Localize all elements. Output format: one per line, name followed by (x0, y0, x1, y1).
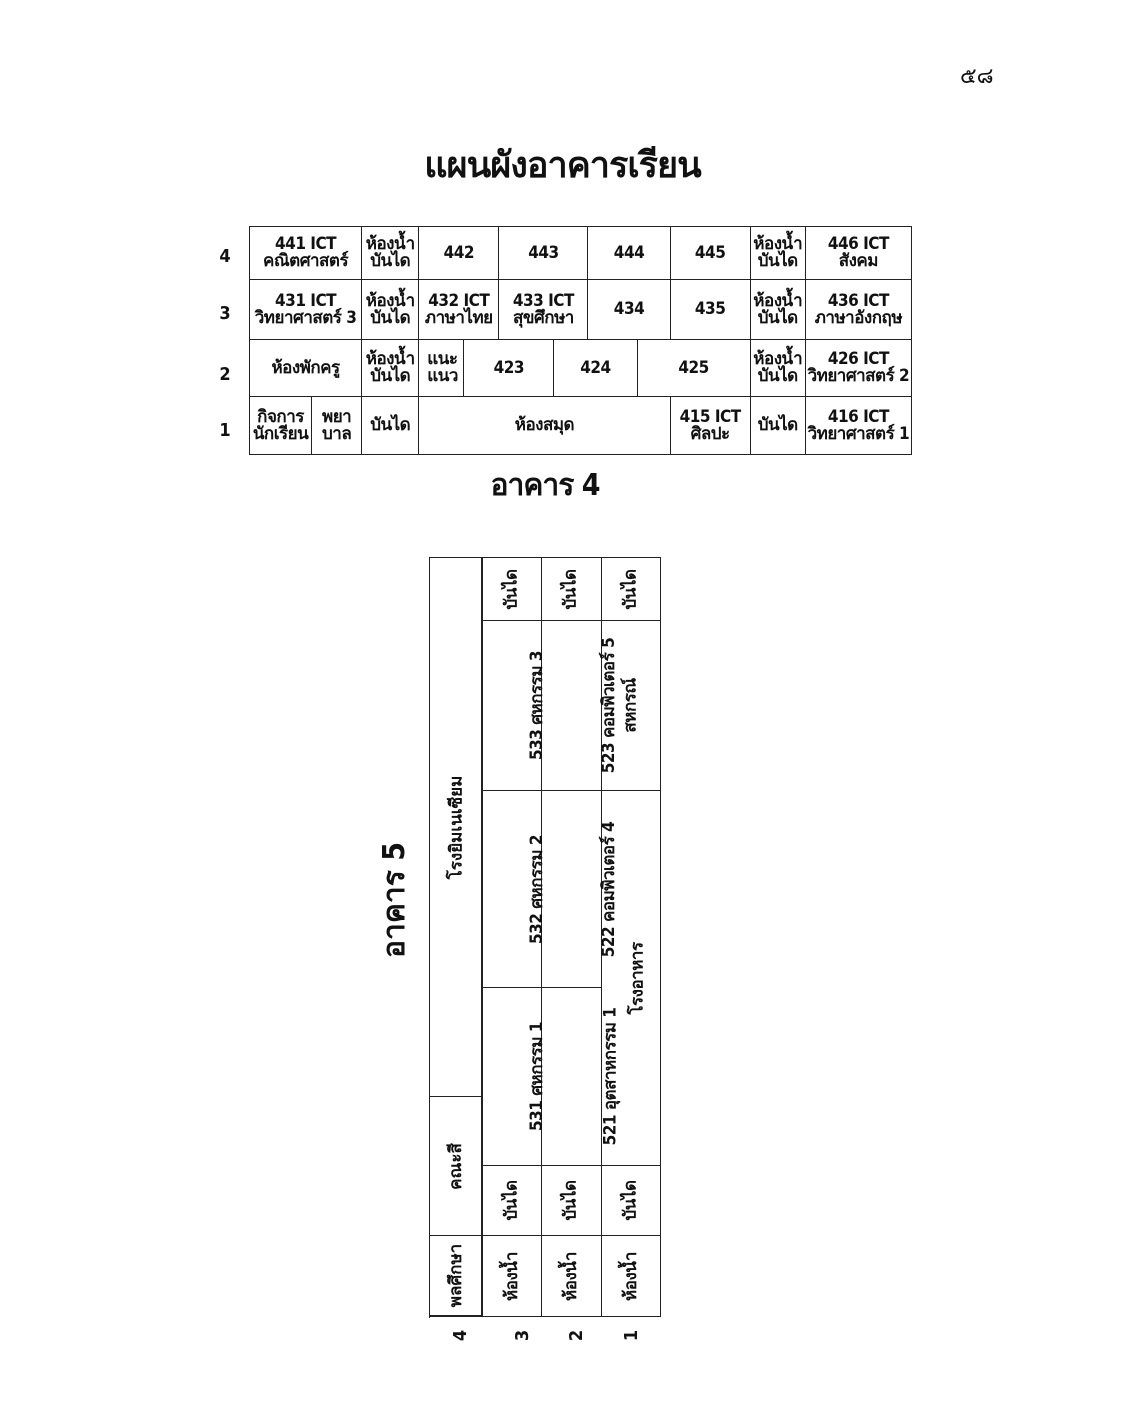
stairs-3-bottom: บันได (483, 1166, 542, 1236)
room-443: 443 (499, 227, 588, 280)
teachers-room: ห้องพักครู (250, 340, 362, 397)
building5-caption: อาคาร 5 (377, 841, 412, 959)
stairs-2-top: บันได (542, 558, 602, 621)
building4-caption: อาคาร 4 (490, 468, 600, 503)
restroom-2: ห้องน้ำ (542, 1236, 602, 1317)
restroom-stairs-3a: ห้องน้ำ บันได (362, 280, 419, 340)
room-426: 426 ICT วิทยาศาสตร์ 2 (805, 340, 911, 397)
restroom-stairs-4a: ห้องน้ำ บันได (362, 227, 419, 280)
room-446: 446 ICT สังคม (805, 227, 911, 280)
room-434: 434 (588, 280, 670, 340)
gymnasium-text: โรงยิมเนเซียม (446, 775, 466, 879)
room-416: 416 ICT วิทยาศาสตร์ 1 (805, 397, 911, 455)
room-521: 521 อุตสาหกรรม 1 (542, 988, 602, 1166)
b5-floor-label-3: 3 (512, 1329, 534, 1342)
color-team-room: คณะสี (429, 1096, 482, 1236)
b4-floor-label-2: 2 (219, 364, 231, 385)
room-415: 415 ICT ศิลปะ (670, 397, 750, 455)
room-445: 445 (670, 227, 750, 280)
building4-floor-plan (249, 226, 912, 455)
room-423: 423 (464, 340, 554, 397)
b5-floor-label-2: 2 (566, 1329, 588, 1342)
b5-floor-label-4: 4 (450, 1329, 472, 1342)
stairs-1-bottom: บันได (602, 1166, 661, 1236)
stairs-1b: บันได (750, 397, 805, 455)
coop-store: สหกรณ์ (602, 621, 661, 791)
nurse-room: พยา บาล (312, 397, 362, 455)
restroom-stairs-3b: ห้องน้ำ บันได (750, 280, 805, 340)
room-433: 433 ICT สุขศึกษา (499, 280, 588, 340)
b4-floor-label-1: 1 (219, 420, 231, 441)
room-424: 424 (554, 340, 637, 397)
pe-room: พลศึกษา (429, 1235, 482, 1316)
room-441: 441 ICT คณิตศาสตร์ (250, 227, 362, 280)
room-532: 532 ศหกรรม 2 (483, 791, 542, 988)
stairs-1a: บันได (362, 397, 419, 455)
restroom-stairs-2b: ห้องน้ำ บันได (750, 340, 805, 397)
page-number: ๕๘ (960, 64, 994, 89)
room-432: 432 ICT ภาษาไทย (419, 280, 499, 340)
room-522: 522 คอมพิวเตอร์ 4 (542, 791, 602, 988)
guidance-room: แนะ แนว (419, 340, 464, 397)
restroom-stairs-2a: ห้องน้ำ บันได (362, 340, 419, 397)
canteen: โรงอาหาร (602, 791, 661, 1166)
room-533: 533 ศหกรรม 3 (483, 621, 542, 791)
room-436: 436 ICT ภาษาอังกฤษ (805, 280, 911, 340)
b5-floor4-subdivisions (429, 557, 482, 1316)
stairs-1-top: บันได (602, 558, 661, 621)
restroom-stairs-4b: ห้องน้ำ บันได (750, 227, 805, 280)
room-442: 442 (419, 227, 499, 280)
room-435: 435 (670, 280, 750, 340)
room-531: 531 ศหกรรม 1 (483, 988, 542, 1166)
page-title: แผนผังอาคารเรียน (424, 145, 701, 186)
restroom-3: ห้องน้ำ (483, 1236, 542, 1317)
b4-floor-label-3: 3 (219, 303, 231, 324)
room-425: 425 (637, 340, 750, 397)
b5-floor-label-1: 1 (621, 1329, 643, 1342)
room-444: 444 (588, 227, 670, 280)
room-431: 431 ICT วิทยาศาสตร์ 3 (250, 280, 362, 340)
b4-floor-label-4: 4 (219, 246, 231, 267)
restroom-1: ห้องน้ำ (602, 1236, 661, 1317)
stairs-3-top: บันได (483, 558, 542, 621)
room-523: 523 คอมพิวเตอร์ 5 (542, 621, 602, 791)
stairs-2-bottom: บันได (542, 1166, 602, 1236)
library: ห้องสมุด (419, 397, 670, 455)
student-affairs-room: กิจการ นักเรียน (250, 397, 312, 455)
gymnasium-box (429, 557, 482, 1097)
